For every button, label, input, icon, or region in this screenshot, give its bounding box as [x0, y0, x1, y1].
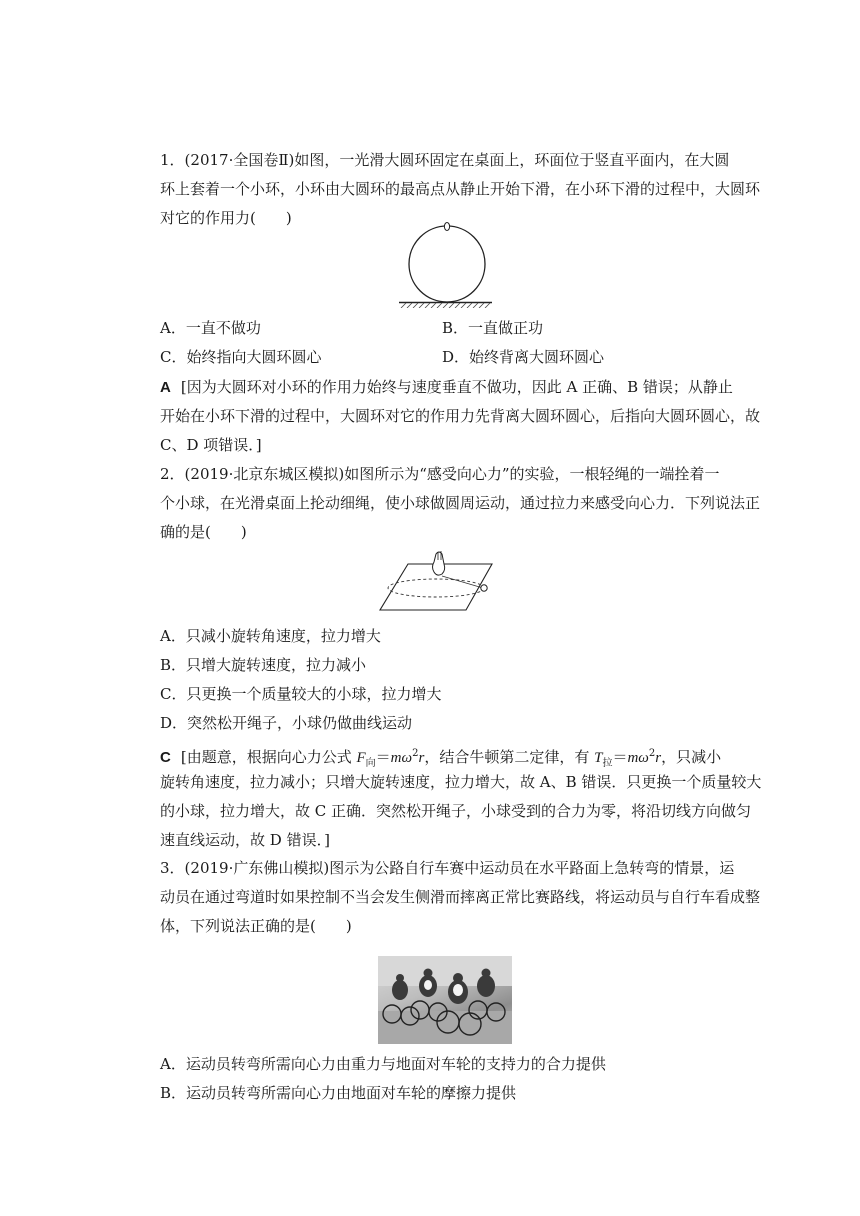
question-1-line: 1．(2017·全国卷Ⅱ)如图，一光滑大圆环固定在桌面上，环面位于竖直平面内，在大圆 — [160, 151, 730, 169]
cyclists-photo — [378, 956, 512, 1044]
question-2-line: 2．(2019·北京东城区模拟)如图所示为“感受向心力”的实验，一根轻绳的一端拴着一 — [160, 465, 720, 483]
formula-symbol: m — [390, 750, 402, 766]
q2-answer-key: C — [160, 749, 171, 766]
question-1-line: 对它的作用力( ) — [160, 209, 292, 227]
q2-answer-line: 速直线运动，故 D 错误．] — [160, 831, 330, 849]
rope-ball-table-figure — [378, 548, 494, 614]
q3-option-a: A．运动员转弯所需向心力由重力与地面对车轮的支持力的合力提供 — [160, 1055, 606, 1073]
q1-option-c: C．始终指向大圆环圆心 — [160, 348, 322, 366]
q2-option-a: A．只减小旋转角速度，拉力增大 — [160, 627, 381, 645]
question-2-line: 个小球，在光滑桌面上抡动细绳，使小球做圆周运动，通过拉力来感受向心力．下列说法正 — [160, 494, 761, 512]
question-2-stem — [160, 460, 761, 547]
question-3-line: 动员在通过弯道时如果控制不当会发生侧滑而摔离正常比赛路线，将运动员与自行车看成整 — [160, 888, 761, 906]
formula-symbol: F — [356, 750, 366, 766]
q1-option-b: B．一直做正功 — [442, 319, 544, 337]
q2-answer-line: 旋转角速度，拉力减小；只增大旋转速度，拉力增大，故 A、B 错误．只更换一个质量较大 — [160, 773, 762, 791]
q1-option-a: A．一直不做功 — [160, 319, 261, 337]
q1-answer — [160, 373, 761, 460]
q3-option-b: B．运动员转弯所需向心力由地面对车轮的摩擦力提供 — [160, 1084, 517, 1102]
formula-subscript: 向 — [365, 758, 376, 769]
formula-equals: ＝ — [375, 748, 391, 766]
q1-answer-key: A — [160, 379, 171, 396]
q2-option-b: B．只增大旋转速度，拉力减小 — [160, 656, 367, 674]
q2-answer-text: ，只减小 — [661, 748, 722, 766]
question-1-stem — [160, 146, 761, 233]
question-1-line: 环上套着一个小环，小环由大圆环的最高点从静止开始下滑，在小环下滑的过程中，大圆环 — [160, 180, 761, 198]
q2-answer-text: [由题意，根据向心力公式 — [180, 748, 357, 766]
formula-symbol: T — [594, 750, 603, 766]
q1-answer-line: [因为大圆环对小环的作用力始终与速度垂直不做功，因此 A 正确、B 错误；从静止 — [180, 378, 733, 396]
q2-option-c: C．只更换一个质量较大的小球，拉力增大 — [160, 685, 442, 703]
q2-option-d: D．突然松开绳子，小球仍做曲线运动 — [160, 714, 413, 732]
q2-answer-line: 的小球，拉力增大，故 C 正确．突然松开绳子，小球受到的合力为零，将沿切线方向做匀 — [160, 802, 752, 820]
formula-symbol: ω — [638, 750, 649, 766]
q2-answer-text: ，结合牛顿第二定律，有 — [424, 748, 595, 766]
formula-symbol: m — [627, 750, 639, 766]
cyclists-illustration — [378, 956, 512, 1044]
q1-answer-line: C、D 项错误．] — [160, 436, 262, 454]
question-2-line: 确的是( ) — [160, 523, 247, 541]
q2-answer — [160, 739, 762, 855]
question-3-line: 3．(2019·广东佛山模拟)图示为公路自行车赛中运动员在水平路面上急转弯的情景，运 — [160, 859, 735, 877]
question-3-line: 体，下列说法正确的是( ) — [160, 917, 352, 935]
q1-option-d: D．始终背离大圆环圆心 — [442, 348, 605, 366]
question-3-stem — [160, 854, 761, 941]
formula-equals: ＝ — [612, 748, 628, 766]
formula-superscript: 2 — [412, 748, 419, 759]
q1-answer-line: 开始在小环下滑的过程中，大圆环对它的作用力先背离大圆环圆心，后指向大圆环圆心，故 — [160, 407, 761, 425]
formula-symbol: r — [655, 750, 662, 766]
ring-on-table-figure — [395, 222, 495, 308]
formula-symbol: ω — [401, 750, 413, 766]
formula-superscript: 2 — [648, 748, 656, 759]
formula-subscript: 拉 — [602, 758, 613, 769]
formula-symbol: r — [418, 750, 425, 766]
